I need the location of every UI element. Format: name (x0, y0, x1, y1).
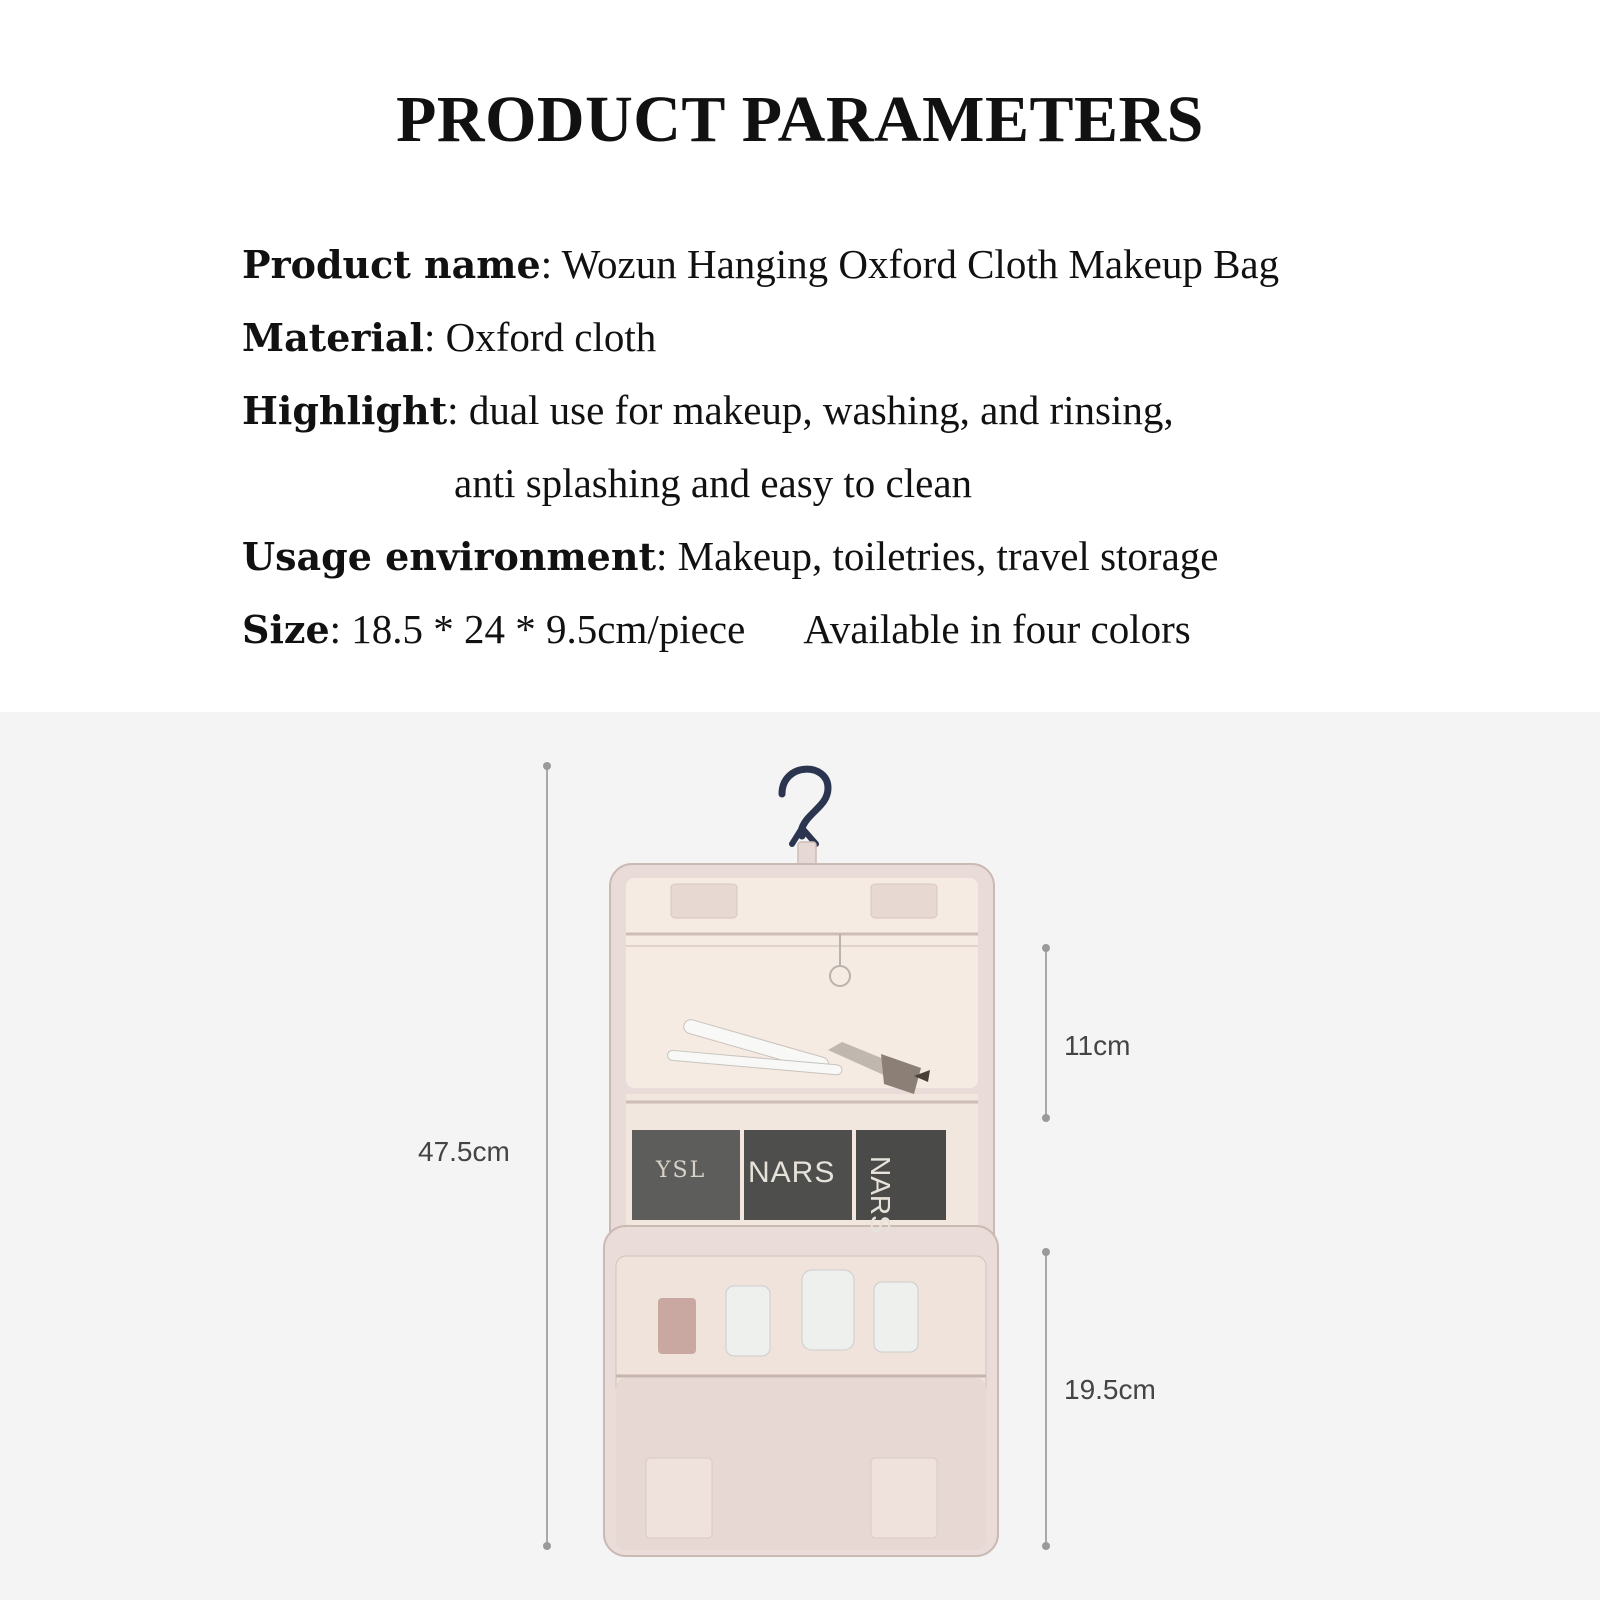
param-size: Size: 18.5 * 24 * 9.5cm/piece Available in four colors (242, 606, 1191, 652)
param-highlight-continued (242, 447, 1442, 520)
param-key: Highlight (242, 388, 448, 433)
upper-height-line (1045, 948, 1047, 1120)
makeup-bag-image (596, 758, 1006, 1558)
param-material: Material: Oxford cloth (242, 314, 657, 360)
dimension-dot (1042, 1114, 1050, 1122)
brand-mark: NARS (865, 1156, 896, 1234)
dimension-dot (1042, 944, 1050, 952)
lower-height-label: 19.5cm (1064, 1374, 1156, 1405)
total-height-label: 47.5cm (418, 1136, 510, 1167)
param-product-name: Product name: Wozun Hanging Oxford Cloth Makeup Bag (242, 241, 1280, 287)
param-value: dual use for makeup, washing, and rinsing, (468, 387, 1174, 433)
param-value: Oxford cloth (445, 314, 657, 360)
parameters-list (242, 228, 1442, 666)
dimension-dot (543, 762, 551, 770)
param-key: Usage environment (242, 534, 657, 579)
brand-mark: NARS (748, 1156, 836, 1189)
dimension-dot (1042, 1542, 1050, 1550)
param-value: Wozun Hanging Oxford Cloth Makeup Bag (561, 241, 1280, 287)
lower-height-line (1045, 1252, 1047, 1546)
param-usage: Usage environment: Makeup, toiletries, travel storage (242, 533, 1219, 579)
page-title: PRODUCT PARAMETERS (396, 83, 1204, 156)
param-value: 18.5 * 24 * 9.5cm/piece (351, 606, 746, 652)
brand-mark: YSL (656, 1158, 707, 1183)
parameters-section (0, 0, 1600, 712)
total-height-line (546, 766, 548, 1546)
upper-height-label: 11cm (1064, 1030, 1131, 1061)
param-value: anti splashing and easy to clean (454, 460, 973, 506)
hook-icon (782, 769, 828, 836)
param-extra: Available in four colors (803, 606, 1191, 652)
param-key: Size (242, 607, 330, 652)
param-highlight: Highlight: dual use for makeup, washing, and rinsing, (242, 387, 1174, 433)
param-value: Makeup, toiletries, travel storage (677, 533, 1219, 579)
dimension-dot (543, 1542, 551, 1550)
param-key: Material (242, 315, 424, 360)
param-key: Product name (242, 242, 541, 287)
dimension-dot (1042, 1248, 1050, 1256)
